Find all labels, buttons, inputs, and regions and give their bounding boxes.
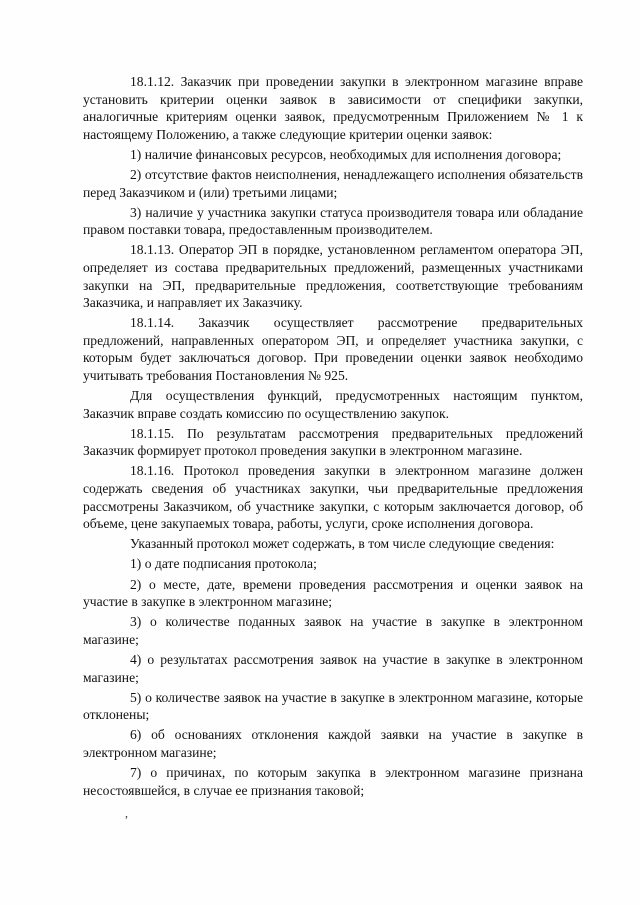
- criteria-item-2: 2) отсутствие фактов неисполнения, ненадлежащего исполнения обязательств перед Заказчиком и (или) третьими лицами;: [83, 166, 583, 200]
- paragraph-commission: Для осуществления функций, предусмотренных настоящим пунктом, Заказчик вправе создать комиссию по осуществлению закупок.: [83, 388, 583, 421]
- paragraph-18-1-16: 18.1.16. Протокол проведения закупки в электронном магазине должен содержать сведения об участниках закупки, чьи предварительные предложения рассмотрены Заказчиком, об участнике закупки, с которым заключается договор, об объеме, цене закупаемых товара, работы, услуги, сроке исполнения договора.: [83, 463, 583, 532]
- protocol-item-2: 2) о месте, дате, времени проведения рассмотрения и оценки заявок на участие в закупке в электронном магазине;: [83, 576, 583, 610]
- stray-mark: ,: [125, 806, 128, 820]
- paragraph-18-1-12: 18.1.12. Заказчик при проведении закупки в электронном магазине вправе установить критерии оценки заявок в зависимости от специфики закупки, аналогичные критериям оценки заявок, предусмотренным Приложением № 1 к настоящему Положению, а также следующие критерии оценки заявок:: [83, 74, 583, 142]
- paragraph-18-1-13: 18.1.13. Оператор ЭП в порядке, установленном регламентом оператора ЭП, определяет из состава предварительных предложений, размещенных участниками закупки на ЭП, предварительные предложения, соответствующие требованиям Заказчика, и направляет их Заказчику.: [83, 242, 583, 311]
- protocol-item-4: 4) о результатах рассмотрения заявок на участие в закупке в электронном магазине;: [83, 651, 583, 685]
- paragraph-18-1-14: 18.1.14. Заказчик осуществляет рассмотрение предварительных предложений, направленных оператором ЭП, и определяет участника закупки, с которым будет заключаться договор. При проведении оценки заявок необходимо учитывать требования Постановления № 925.: [83, 315, 583, 383]
- protocol-item-1: 1) о дате подписания протокола;: [130, 556, 317, 572]
- criteria-item-1: 1) наличие финансовых ресурсов, необходимых для исполнения договора;: [130, 146, 562, 162]
- paragraph-18-1-15: 18.1.15. По результатам рассмотрения предварительных предложений Заказчик формирует протокол проведения закупки в электронном магазине.: [83, 425, 583, 459]
- document-body: [83, 73, 583, 802]
- protocol-item-5: 5) о количестве заявок на участие в закупке в электронном магазине, которые отклонены;: [83, 689, 583, 723]
- protocol-intro: Указанный протокол может содержать, в том числе следующие сведения:: [130, 536, 555, 552]
- protocol-item-6: 6) об основаниях отклонения каждой заявки на участие в закупке в электронном магазине;: [83, 727, 583, 760]
- criteria-item-3: 3) наличие у участника закупки статуса производителя товара или обладание правом поставки товара, предоставленным производителем.: [83, 204, 583, 238]
- protocol-item-3: 3) о количестве поданных заявок на участие в закупке в электронном магазине;: [83, 614, 583, 647]
- protocol-item-7: 7) о причинах, по которым закупка в электронном магазине признана несостоявшейся, в случае ее признания таковой;: [83, 764, 583, 798]
